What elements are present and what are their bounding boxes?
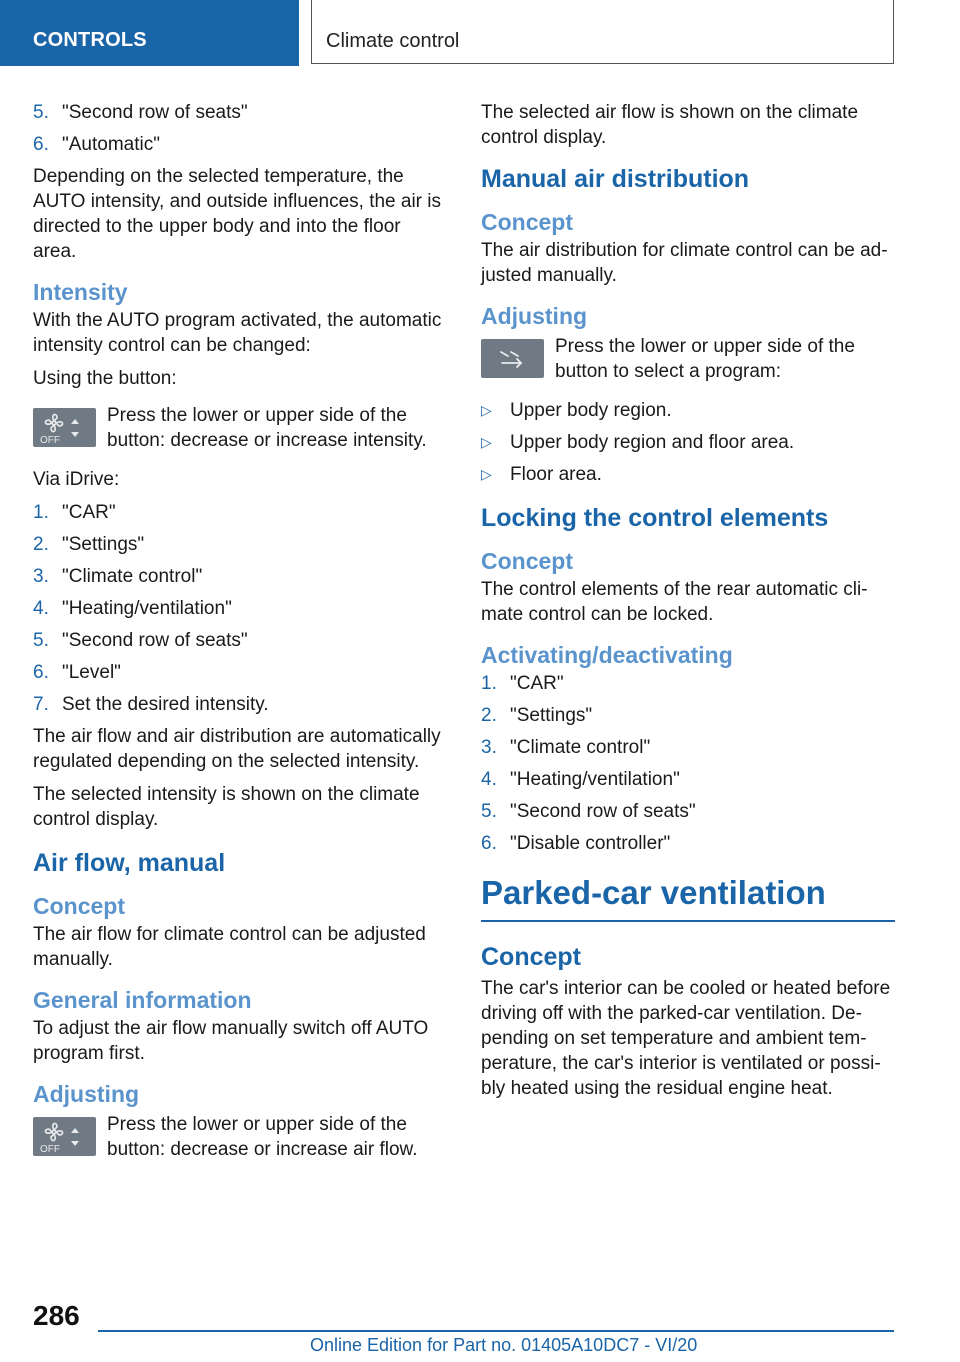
air-distribution-button-icon bbox=[481, 339, 544, 378]
icon-caption-airflow: Press the lower or upper side of the button: decrease or increase air flow. bbox=[107, 1114, 418, 1160]
list-item: 6. "Level" bbox=[33, 662, 121, 683]
paragraph-concept: The air distribution for climate control can be adjusted manually. bbox=[481, 240, 888, 286]
icon-row-airflow bbox=[33, 1112, 449, 1162]
list-item: 6. "Disable controller" bbox=[481, 833, 671, 854]
list-distribution-programs bbox=[481, 398, 895, 487]
triangle-right-icon: ▷ bbox=[481, 466, 492, 482]
heading-adjusting: Adjusting bbox=[33, 1081, 140, 1107]
icon-row-intensity bbox=[33, 403, 449, 453]
heading-activating-deactivating: Activating/deactivating bbox=[481, 642, 733, 668]
list-item: 6. "Automatic" bbox=[33, 134, 160, 155]
paragraph-airflow-display: The selected air flow is shown on the climate control display. bbox=[481, 102, 859, 148]
edition-note: Online Edition for Part no. 01405A10DC7 - VI/20 bbox=[310, 1335, 698, 1355]
triangle-right-icon: ▷ bbox=[481, 434, 492, 450]
icon-off-label: OFF bbox=[40, 435, 60, 446]
list-item: 3. "Climate control" bbox=[33, 566, 203, 587]
chapter-tab bbox=[311, 0, 894, 64]
list-item: 2. "Settings" bbox=[481, 705, 593, 726]
heading-adjusting: Adjusting bbox=[481, 303, 588, 329]
list-item: 1. "CAR" bbox=[33, 502, 116, 523]
heading-concept: Concept bbox=[481, 943, 581, 971]
heading-concept: Concept bbox=[481, 209, 573, 235]
triangle-right-icon: ▷ bbox=[481, 402, 492, 418]
list-idrive-intensity bbox=[33, 500, 449, 717]
chapter-title: Climate control bbox=[326, 30, 460, 52]
paragraph-airflow-auto: The air flow and air distribution are automatically regulated depending on the selected intensity. bbox=[33, 726, 441, 772]
heading-concept: Concept bbox=[481, 548, 573, 574]
paragraph-intensity-display: The selected intensity is shown on the climate control display. bbox=[33, 784, 420, 830]
list-item: 1. "CAR" bbox=[481, 673, 564, 694]
right-column bbox=[481, 100, 895, 1109]
heading-manual-air-distribution: Manual air distribution bbox=[481, 165, 750, 193]
icon-caption-distribution: Press the lower or upper side of the button to select a program: bbox=[555, 336, 855, 382]
heading-parked-car-ventilation: Parked-car ventilation bbox=[481, 874, 895, 922]
heading-concept: Concept bbox=[33, 893, 125, 919]
list-item: 4. "Heating/ventilation" bbox=[481, 769, 680, 790]
paragraph-using-button: Using the button: bbox=[33, 368, 177, 389]
list-item: 2. "Settings" bbox=[33, 534, 145, 555]
left-column bbox=[33, 100, 449, 1176]
list-item: 5. "Second row of seats" bbox=[33, 102, 248, 123]
list-idrive-lock bbox=[481, 671, 895, 856]
icon-off-label: OFF bbox=[40, 1144, 60, 1155]
list-second-row-auto bbox=[33, 100, 449, 157]
icon-caption-intensity: Press the lower or upper side of the button: decrease or increase intensity. bbox=[107, 405, 427, 451]
icon-row-distribution bbox=[481, 334, 895, 384]
list-item: 5. "Second row of seats" bbox=[33, 630, 248, 651]
list-item: ▷ Upper body region. bbox=[481, 400, 672, 421]
section-title: CONTROLS bbox=[33, 29, 147, 51]
paragraph-intensity: With the AUTO program activated, the automatic intensity control can be changed: bbox=[33, 310, 442, 356]
section-tab bbox=[0, 0, 299, 66]
heading-intensity: Intensity bbox=[33, 279, 128, 305]
page-number: 286 bbox=[33, 1300, 80, 1331]
fan-off-button-icon bbox=[33, 408, 96, 447]
paragraph-via-idrive: Via iDrive: bbox=[33, 469, 120, 490]
paragraph-parked: The car's interior can be cooled or heated before driving off with the parked-car ventilation. Depending on set temperature and ambient temperature, the car's interior is ventilated or possibly heated using the residual engine heat. bbox=[481, 978, 891, 1099]
heading-airflow-manual: Air flow, manual bbox=[33, 849, 226, 877]
heading-locking-control-elements: Locking the control elements bbox=[481, 504, 829, 532]
footer-divider bbox=[98, 1330, 894, 1332]
paragraph-concept: The air flow for climate control can be adjusted manually. bbox=[33, 924, 426, 970]
list-item: 4. "Heating/ventilation" bbox=[33, 598, 232, 619]
fan-off-button-icon bbox=[33, 1117, 96, 1156]
paragraph-auto: Depending on the selected temperature, the AUTO intensity, and outside influences, the air is directed to the upper body and into the floor area. bbox=[33, 166, 442, 262]
list-item: 5. "Second row of seats" bbox=[481, 801, 696, 822]
paragraph-locking: The control elements of the rear automatic climate control can be locked. bbox=[481, 579, 868, 625]
list-item: 7. Set the desired intensity. bbox=[33, 694, 269, 715]
paragraph-general: To adjust the air flow manually switch off AUTO program first. bbox=[33, 1018, 429, 1064]
list-item: 3. "Climate control" bbox=[481, 737, 651, 758]
list-item: ▷ Floor area. bbox=[481, 464, 602, 485]
heading-general-information: General information bbox=[33, 987, 252, 1013]
list-item: ▷ Upper body region and floor area. bbox=[481, 432, 795, 453]
